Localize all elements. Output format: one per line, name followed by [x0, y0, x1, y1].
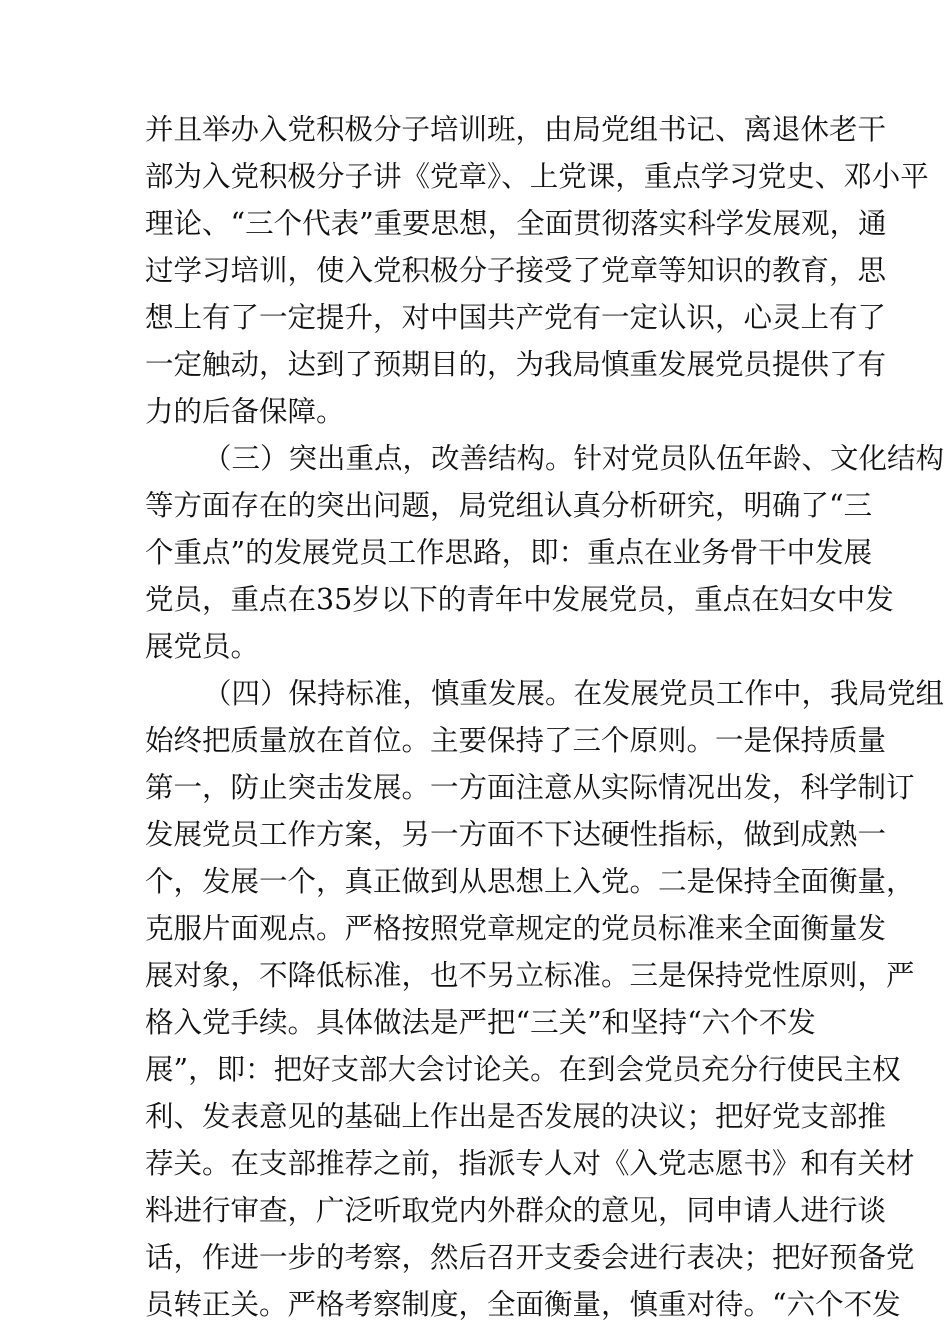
- body-text-line: 想上有了一定提升，对中国共产党有一定认识，心灵上有了: [145, 301, 887, 334]
- body-text-line: 荐关。在支部推荐之前，指派专人对《入党志愿书》和有关材: [145, 1147, 915, 1180]
- body-text-line: 展”，即：把好支部大会讨论关。在到会党员充分行使民主权: [145, 1053, 901, 1086]
- body-text-line: 始终把质量放在首位。主要保持了三个原则。一是保持质量: [145, 724, 887, 757]
- body-text-line: 理论、“三个代表”重要思想，全面贯彻落实科学发展观，通: [145, 207, 887, 240]
- body-text-line: 过学习培训，使入党积极分子接受了党章等知识的教育，思: [145, 254, 887, 287]
- body-text-line: 展对象，不降低标准，也不另立标准。三是保持党性原则，严: [145, 959, 915, 992]
- body-text-line: 克服片面观点。严格按照党章规定的党员标准来全面衡量发: [145, 912, 887, 945]
- body-text-line: 力的后备保障。: [145, 395, 345, 428]
- body-text-line: 一定触动，达到了预期目的，为我局慎重发展党员提供了有: [145, 348, 887, 381]
- body-text-line: 料进行审查，广泛听取党内外群众的意见，同申请人进行谈: [145, 1194, 887, 1227]
- body-text-line: 个重点”的发展党员工作思路，即：重点在业务骨干中发展: [145, 536, 873, 569]
- body-text-line: 格入党手续。具体做法是严把“三关”和坚持“六个不发: [145, 1006, 816, 1039]
- body-text-line: 发展党员工作方案，另一方面不下达硬性指标，做到成熟一: [145, 818, 887, 851]
- body-text-line: 员转正关。严格考察制度，全面衡量，慎重对待。“六个不发: [145, 1288, 901, 1321]
- body-text-line: 利、发表意见的基础上作出是否发展的决议；把好党支部推: [145, 1100, 887, 1133]
- body-text-line: 部为入党积极分子讲《党章》、上党课，重点学习党史、邓小平: [145, 160, 929, 193]
- body-text-line: 展党员。: [145, 630, 260, 663]
- body-text-line: 等方面存在的突出问题，局党组认真分析研究，明确了“三: [145, 489, 873, 522]
- body-text-line: 党员，重点在35岁以下的青年中发展党员，重点在妇女中发: [145, 583, 894, 616]
- section-heading-line: （三）突出重点，改善结构。针对党员队伍年龄、文化结构: [203, 442, 945, 475]
- body-text-line: 个，发展一个，真正做到从思想上入党。二是保持全面衡量，: [145, 865, 915, 898]
- section-heading-line: （四）保持标准，慎重发展。在发展党员工作中，我局党组: [203, 677, 945, 710]
- body-text-line: 并且举办入党积极分子培训班，由局党组书记、离退休老干: [145, 113, 887, 146]
- body-text-line: 话，作进一步的考察，然后召开支委会进行表决；把好预备党: [145, 1241, 915, 1274]
- body-text-line: 第一，防止突击发展。一方面注意从实际情况出发，科学制订: [145, 771, 915, 804]
